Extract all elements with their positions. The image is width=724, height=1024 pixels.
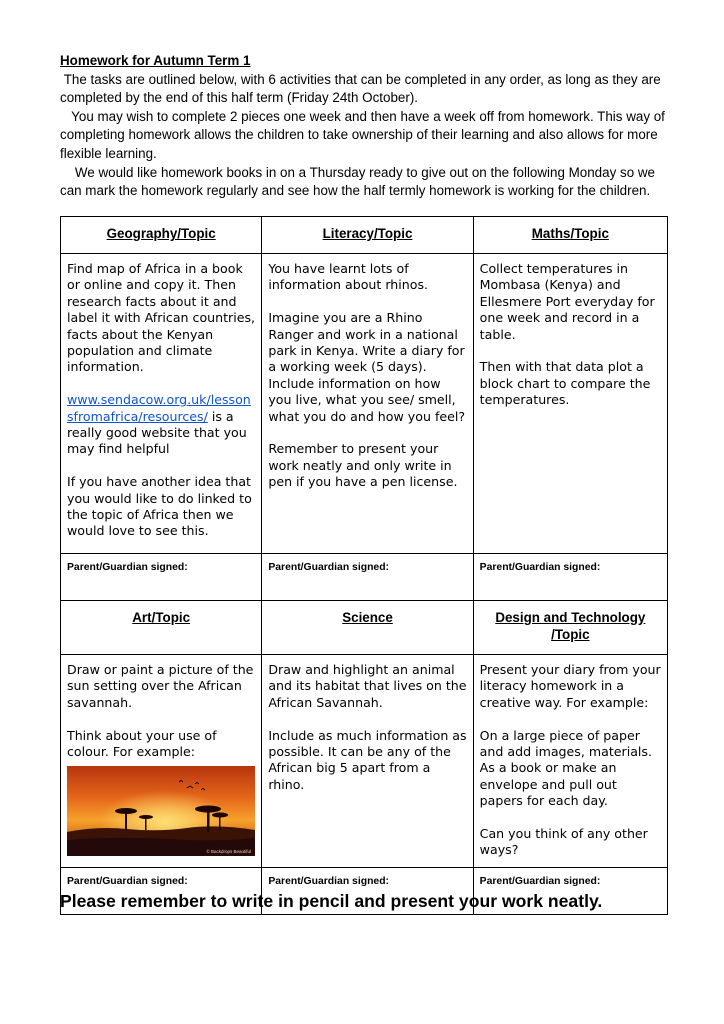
literacy-task xyxy=(262,254,473,554)
footer-reminder: Please remember to write in pencil and present your work neatly. xyxy=(60,891,603,911)
art-text-2: Think about your use of colour. For example: xyxy=(67,727,217,760)
science-text-2: Include as much information as possible. It can be any of the African big 5 apart from a rhino. xyxy=(268,727,467,792)
geography-task xyxy=(61,254,262,554)
intro-paragraph-3: We would like homework books in on a Thursday ready to give out on the following Monday so we can mark the homework regularly and see how the half termly homework is working for the children. xyxy=(60,164,659,199)
science-heading: Science xyxy=(262,601,473,655)
sunset-image xyxy=(67,766,255,856)
dt-text-1: Present your diary from your literacy homework in a creative way. For example: xyxy=(479,662,661,710)
geography-signature: Parent/Guardian signed: xyxy=(61,554,262,601)
literacy-text-2: Imagine you are a Rhino Ranger and work in a national park in Kenya. Write a diary for a working week (5 days). Include information on how you live, what you see/ smell, what you do and how you feel? xyxy=(268,310,466,424)
art-task xyxy=(61,655,262,868)
art-signature: Parent/Guardian signed: xyxy=(61,867,262,914)
science-signature: Parent/Guardian signed: xyxy=(262,867,473,914)
dt-signature: Parent/Guardian signed: xyxy=(473,867,667,914)
science-text-1: Draw and highlight an animal and its habitat that lives on the African Savannah. xyxy=(268,662,467,710)
literacy-text-3: Remember to present your work neatly and only write in pen if you have a pen license. xyxy=(268,441,458,490)
geography-text-2 xyxy=(67,392,255,458)
dt-text-2: On a large piece of paper and add images, materials. As a book or make an envelope and pull out papers for each day. xyxy=(479,727,652,809)
intro-paragraph-1: The tasks are outlined below, with 6 activities that can be completed in any order, as long as they are completed by the end of this half term (Friday 24th October). xyxy=(60,71,665,106)
intro-paragraph-2: You may wish to complete 2 pieces one week and then have a week off from homework. This way of completing homework allows the children to take ownership of their learning and also allows for more flexible learning. xyxy=(60,108,669,161)
art-text-1: Draw or paint a picture of the sun setting over the African savannah. xyxy=(67,662,254,710)
dt-task xyxy=(473,655,667,868)
art-heading: Art/Topic xyxy=(61,601,262,655)
maths-text-2: Then with that data plot a block chart to compare the temperatures. xyxy=(479,359,651,408)
table-header-row xyxy=(61,217,668,254)
dt-heading: Design and Technology /Topic xyxy=(473,601,667,655)
literacy-text-1: You have learnt lots of information about rhinos. xyxy=(268,261,429,293)
literacy-heading: Literacy/Topic xyxy=(262,217,473,254)
table-row xyxy=(61,254,668,554)
geography-text-3: If you have another idea that you would like to do linked to the topic of Africa then we would love to see this. xyxy=(67,474,252,539)
intro-section xyxy=(60,52,680,201)
homework-table xyxy=(60,216,668,915)
maths-signature: Parent/Guardian signed: xyxy=(473,554,667,601)
science-task xyxy=(262,655,473,868)
maths-heading: Maths/Topic xyxy=(473,217,667,254)
sendacow-link[interactable]: www.sendacow.org.uk/lessonsfromafrica/resources/ xyxy=(67,392,251,424)
geography-text-1: Find map of Africa in a book or online and copy it. Then research facts about it and label it with African countries, facts about the Kenyan population and climate information. xyxy=(67,261,256,375)
maths-task xyxy=(473,254,667,554)
signature-row xyxy=(61,554,668,601)
maths-text-1: Collect temperatures in Mombasa (Kenya) and Ellesmere Port everyday for one week and record in a table. xyxy=(479,261,655,342)
page-title: Homework for Autumn Term 1 xyxy=(60,53,251,68)
geography-heading: Geography/Topic xyxy=(61,217,262,254)
table-header-row xyxy=(61,601,668,655)
literacy-signature: Parent/Guardian signed: xyxy=(262,554,473,601)
table-row xyxy=(61,655,668,868)
image-caption: © Backdrops Beautiful xyxy=(206,849,251,855)
geography-link-suffix: is a really good website that you may find helpful xyxy=(67,408,251,457)
dt-text-3: Can you think of any other ways? xyxy=(479,826,648,858)
